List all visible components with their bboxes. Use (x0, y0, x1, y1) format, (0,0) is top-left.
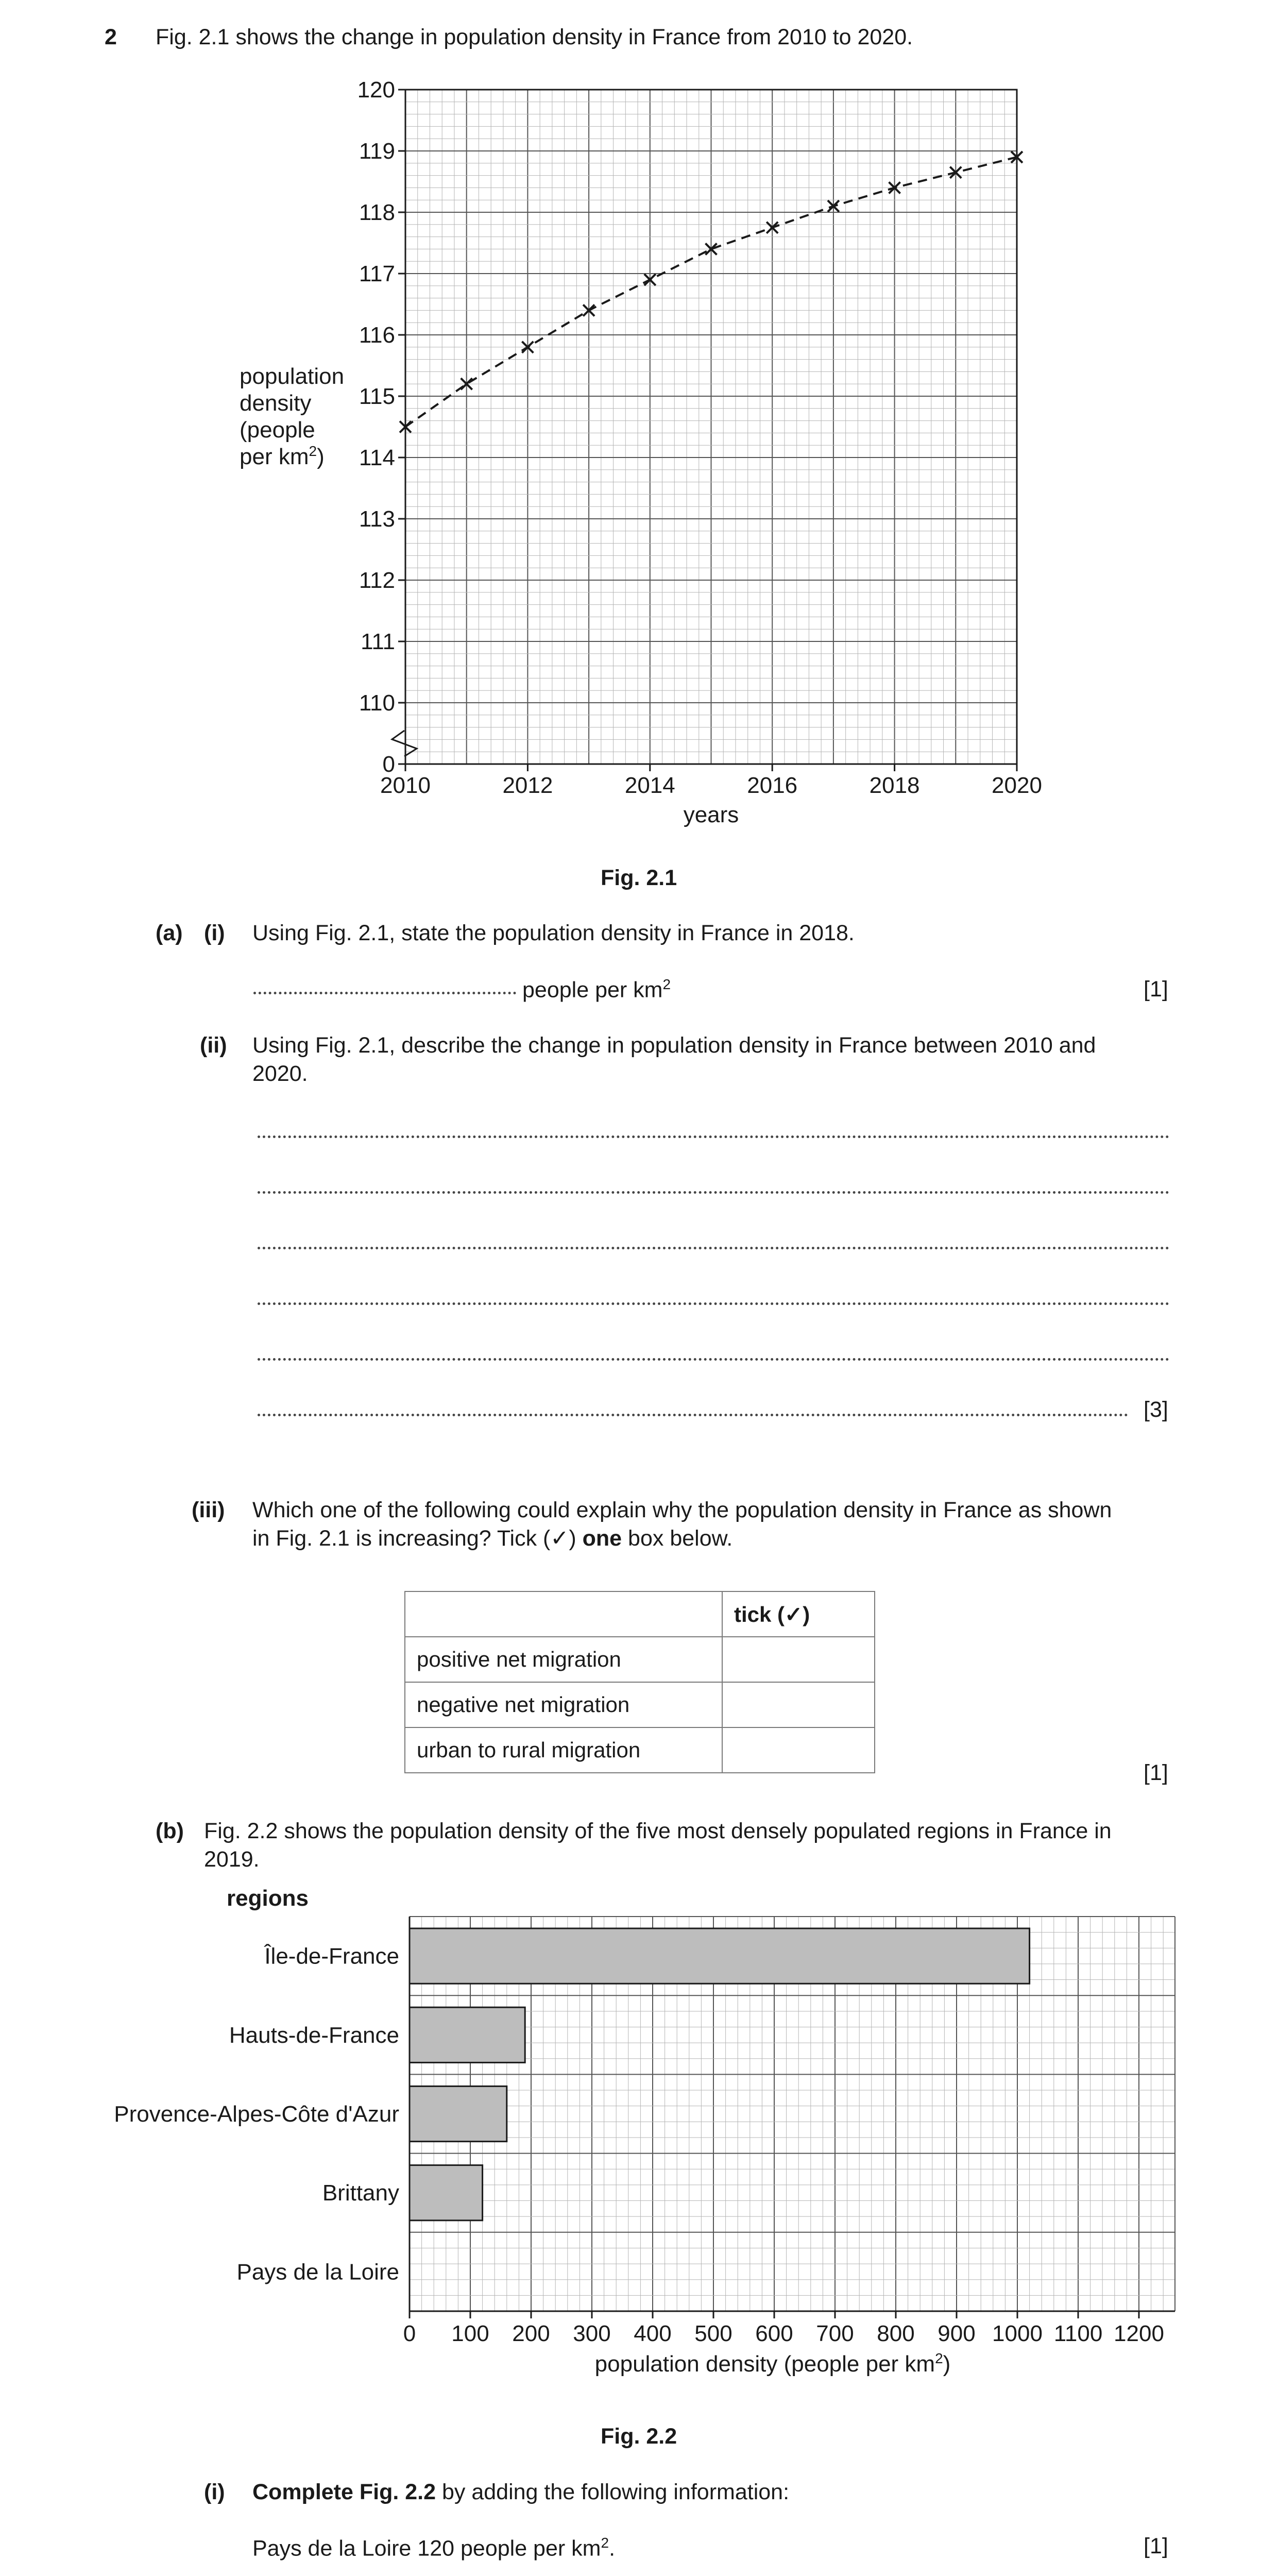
tick-option-label: urban to rural migration (405, 1727, 722, 1773)
fig21-y-tick-label: 118 (359, 200, 395, 225)
fig21-y-axis-label: (people (240, 417, 315, 443)
tick-box-urban-to-rural-migration[interactable] (722, 1727, 875, 1773)
marks-a-ii: [3] (1144, 1397, 1168, 1422)
question-number: 2 (105, 25, 117, 49)
answer-line-a-ii-1[interactable] (258, 1136, 1169, 1138)
part-b-i-question: Complete Fig. 2.2 by adding the following information: (252, 2480, 790, 2504)
fig22-caption: Fig. 2.2 (601, 2424, 677, 2449)
tick-table-header: tick (✓) (722, 1591, 875, 1637)
tick-table (404, 1591, 875, 1773)
fig21-y-tick-label: 110 (359, 690, 395, 716)
fig21-y-tick-label: 116 (359, 323, 395, 348)
fig21-y-tick-label: 120 (357, 77, 395, 103)
part-b-i-info: Pays de la Loire 120 people per $km^2$. (252, 2535, 616, 2561)
answer-line-a-ii-6[interactable] (258, 1414, 1128, 1416)
fig21-y-tick-label: 112 (359, 568, 395, 593)
fig21-x-tick-label: 2020 (992, 773, 1042, 798)
fig22-bar (410, 1928, 1030, 1984)
part-a-ii-label: (ii) (200, 1033, 227, 1058)
part-b-i-label: (i) (204, 2480, 225, 2504)
fig22-category-label: Hauts-de-France (229, 2022, 399, 2048)
fig21-y-tick-label: 111 (361, 629, 395, 654)
fig22-bar (410, 2007, 525, 2062)
fig22-x-tick-label: 900 (938, 2321, 976, 2346)
fig22-x-tick-label: 1200 (1114, 2321, 1164, 2346)
fig21-x-tick-label: 2012 (502, 773, 553, 798)
fig21-x-tick-label: 2014 (624, 773, 675, 798)
part-a-ii-question-line1: Using Fig. 2.1, describe the change in population density in France between 2010 and (252, 1033, 1096, 1058)
question-intro: Fig. 2.1 shows the change in population density in France from 2010 to 2020. (156, 25, 913, 49)
part-a-iii-question-line1: Which one of the following could explain why the population density in France as shown (252, 1498, 1112, 1522)
fig21-x-axis-label: years (683, 802, 739, 827)
fig22-x-tick-label: 800 (877, 2321, 915, 2346)
fig22-x-axis-label: population density (people per $km^2$) (594, 2350, 951, 2377)
part-b-text-line1: Fig. 2.2 shows the population density of the five most densely populated regions in France in (204, 1819, 1112, 1843)
fig21-y-axis-label: per $km^2$) (240, 443, 325, 469)
marks-b-i: [1] (1144, 2534, 1168, 2558)
fig22-bar (410, 2165, 483, 2221)
answer-line-a-ii-5[interactable] (258, 1358, 1169, 1361)
fig22-x-tick-label: 100 (451, 2321, 489, 2346)
fig22-x-tick-label: 500 (694, 2321, 732, 2346)
fig21-y-tick-label: 0 (382, 752, 395, 777)
tick-option-label: negative net migration (405, 1682, 722, 1727)
fig21-y-axis-label: density (240, 391, 312, 416)
fig22-x-tick-label: 0 (403, 2321, 416, 2346)
marks-a-i: [1] (1144, 977, 1168, 1002)
answer-unit-a-i: people per $km^2$ (522, 976, 671, 1003)
fig22-y-axis-label: regions (227, 1886, 309, 1911)
fig22-x-tick-label: 600 (755, 2321, 793, 2346)
fig21-x-tick-label: 2016 (747, 773, 798, 798)
tick-box-positive-net-migration[interactable] (722, 1637, 875, 1682)
fig21-x-tick-label: 2010 (380, 773, 431, 798)
fig21-y-tick-label: 115 (359, 384, 395, 409)
part-b-text-line2: 2019. (204, 1847, 260, 1872)
part-b-label: (b) (156, 1819, 184, 1843)
answer-line-a-ii-2[interactable] (258, 1191, 1169, 1194)
answer-line-a-i[interactable] (253, 992, 516, 994)
fig22-x-tick-label: 1100 (1053, 2321, 1103, 2346)
fig22-category-label: Brittany (322, 2180, 399, 2206)
fig22-x-tick-label: 1000 (992, 2321, 1043, 2346)
fig22-category-label: Pays de la Loire (236, 2259, 399, 2285)
part-a-ii-question-line2: 2020. (252, 1061, 308, 1086)
tick-box-negative-net-migration[interactable] (722, 1682, 875, 1727)
tick-option-label: positive net migration (405, 1637, 722, 1682)
fig21-caption: Fig. 2.1 (601, 866, 677, 890)
part-a-iii-question-line2: in Fig. 2.1 is increasing? Tick (✓) one box below. (252, 1526, 733, 1551)
fig22-category-label: Île-de-France (264, 1943, 399, 1969)
fig21-y-tick-label: 113 (359, 506, 395, 532)
part-a-i-label: (i) (204, 921, 225, 945)
fig22-bar (410, 2086, 507, 2141)
fig21-y-tick-label: 114 (359, 445, 395, 470)
fig22-x-tick-label: 400 (634, 2321, 672, 2346)
fig22-bar-chart (0, 1875, 1278, 2401)
answer-line-a-ii-4[interactable] (258, 1302, 1169, 1305)
fig21-axis-break (392, 731, 417, 756)
fig21-x-tick-label: 2018 (869, 773, 920, 798)
tick-table-corner (405, 1591, 722, 1637)
fig21-y-axis-label: population (240, 364, 345, 389)
fig22-x-tick-label: 700 (816, 2321, 854, 2346)
fig21-line-chart (0, 0, 1278, 835)
part-a-label: (a) (156, 921, 183, 945)
fig22-x-tick-label: 300 (573, 2321, 611, 2346)
marks-a-iii: [1] (1144, 1760, 1168, 1785)
fig22-category-label: Provence-Alpes-Côte d'Azur (114, 2102, 399, 2127)
part-a-i-question: Using Fig. 2.1, state the population density in France in 2018. (252, 921, 855, 945)
fig21-y-tick-label: 117 (359, 261, 395, 286)
fig22-x-tick-label: 200 (512, 2321, 550, 2346)
fig21-y-tick-label: 119 (359, 139, 395, 164)
part-a-iii-label: (iii) (192, 1498, 225, 1522)
answer-line-a-ii-3[interactable] (258, 1247, 1169, 1249)
